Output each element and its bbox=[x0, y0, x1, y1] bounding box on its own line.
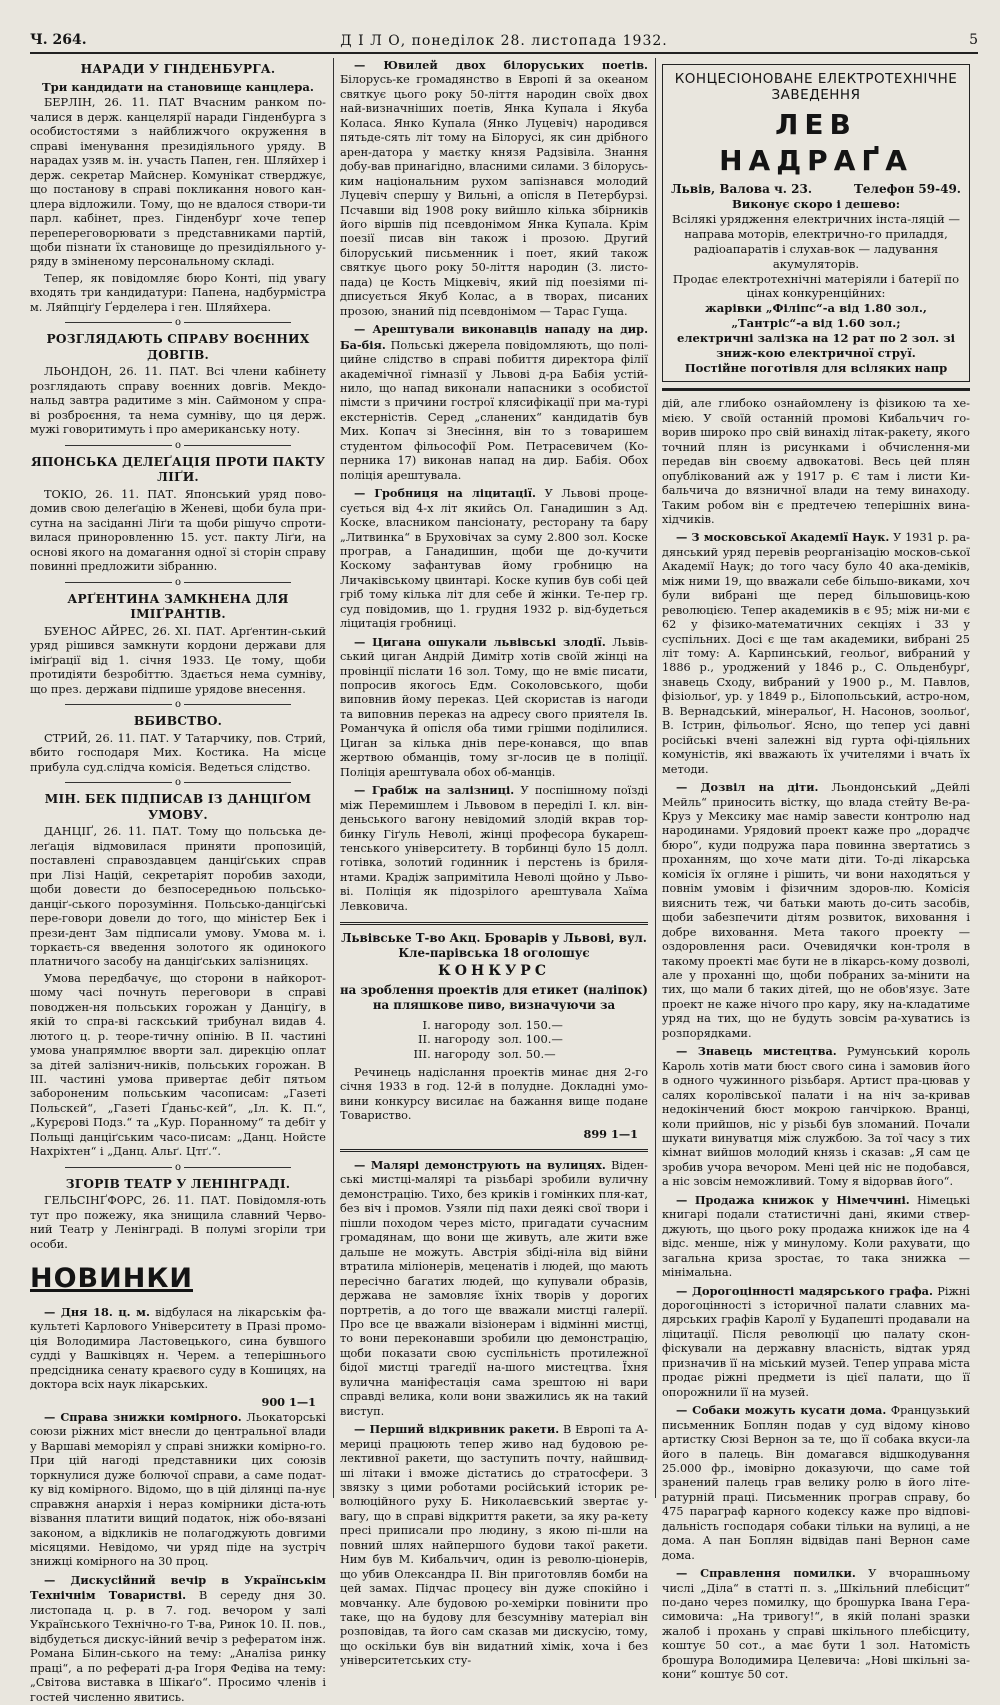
separator: o bbox=[30, 778, 326, 788]
news-item: — Справа знижки комірного. Льокаторські союзи ріжних міст внесли до центральної влади у Варшаві меморіял у справі знижки комірно-го. При цій нагоді представники цих союзів торкнулися дуже болючої справи, а саме подат-ку від комірного. Відомо, що в цій ділянці па-нує справжня анархія і нераз комірники діста-ють візвання платити вищий податок, ніж обо-вязані законом, а відкликів не полагоджують довгими місяцями. Невідомо, чи уряд піде на зустріч знижці комірного на 30 проц. bbox=[30, 1409, 327, 1569]
news-item: — Справлення помилки. У вчорашньому числі „Діла“ в статті п. з. „Шкільний плебісцит“ по-дано через помилку, що брошурка Івана Гера-симовича: „На тривогу!“, в якій полані зразки жалоб і прохань у справі шкільного плебісциту, коштує 50 сот., а має бути 1 зол. Натомість брошура Володимира Целевича: „Нові шкільні за-кони“ коштує 50 сот. bbox=[662, 1566, 970, 1682]
article-paragraph: ГЕЛЬСІНҐФОРС, 26. 11. ПАТ. Повідомля-ють тут про пожежу, яка знищила славний Черво-ний Театр у Ленінграді. В полумі згоріли три особи. bbox=[30, 1194, 326, 1251]
ad-line: жарівки „Філіпс“-а від 1.80 зол., „Тантріс“-а від 1.60 зол.; bbox=[705, 301, 927, 331]
ad-firm-name: ЛЕВ НАДРАҐА bbox=[719, 108, 913, 178]
separator: o bbox=[30, 700, 326, 710]
article-subtitle: Три кандидати на становище канцлера. bbox=[42, 79, 314, 94]
page-header bbox=[30, 30, 978, 54]
section-title-novinky: НОВИНКИ bbox=[30, 1263, 193, 1295]
news-item: — Малярі демонструють на вулицях. Віден-ські мистці-малярі та різьбарі зробили вуличну демонстрацію. Тихо, без криків і гомінких пля-кат, без віч і промов. Узяли під пахи деякі свої твори і пішли походом через місто, пригадати сучасним громадянам, що вони ще живуть, але жити вже дальше не можуть. Австрія збіді-ніла від війни втратила міліонерів, меценатів і людей, що мають пересічно багатих людей, що купували образів, держава не замовляє їхніх творів у дорогих портретів, а до того ще вважали мистці галерії. Про все це вважали візіонерам і відмінні мистці, то вони переконавши зробили цю демонстрацію, щоби показати свою суспільність протилежної бідої мистці трагедії на-шого мистецтва. Їхня вулична маніфестація сама зрештою ні вари справді велика, коли вони зважились як на такий виступ. bbox=[340, 1157, 648, 1418]
column-1 bbox=[30, 58, 327, 1704]
article-war-debts bbox=[30, 332, 326, 437]
article-paragraph: ДАНЦІҐ, 26. 11. ПАТ. Тому що польська де-леґація відмовилася приняти пропозицій, поставлені справоздавцем данціґських справ при Лізі Націй, секретаріят поробив заходи, щоби довести до безпосередньою польсько-данціґ-ського порозуміння. Польсько-данціґські пере-говори довели до того, що міністер Бек і прези-дент Зам підписали умову. Умова м. і. торкаєть-ся введення золотого як одинокого платничого засобу на данціґських залізницях. bbox=[30, 825, 326, 969]
ad-line: Всілякі урядження електричних інста-ляцій — направа моторів, електрично-го приладдя, радіоапаратів і слухав-вок — ладування акумуляторів. bbox=[672, 212, 960, 271]
prize-value: зол. 150.— bbox=[498, 1017, 563, 1032]
prize-label: II. нагороду bbox=[418, 1032, 490, 1047]
double-rule bbox=[340, 1149, 648, 1152]
article-title: ВБИВСТВО. bbox=[133, 714, 223, 729]
ad-address-row bbox=[671, 182, 961, 197]
article-hindenburg bbox=[30, 62, 326, 315]
news-item: — Дозвіл на діти. Льондонський „Дейлі Мейль“ приносить вістку, що влада стейту Ве-ра-Круз у Мексику має намір завести контролю над народинами. Урядовий проект каже про „дорадчє бюро“, куди подружа пара повинна звертатись з проханням, що хоче мати діти. То-ді лікарська комісія їх огляне і рішить, чи вони находяться у повнім умовім і фізичним здоров-лю. Комісія вияснить теж, чи батьки мають до-сить засобів, щоби забезпечити дітям розвиток, виховання і добре виховання. Мета такого проекту — оздоровлення раси. Очевидячки кон-троля в такому проекті має бути не в лікарсь-кому дозволі, але у проханні що, щоби побраних за-мінити на тих, що мали б таких дітей, що не обов'язує. Зате проект не каже нічого про кару, яку на-кладатиме уряд на тих, що не будуть зовсім ра-хуватись із розпорядками. bbox=[662, 780, 971, 1040]
news-continuation: дій, але глибоко ознайомлену із фізикою та хе-мією. У своїй останній промові Кибальчич го-ворив широко про свій винахід літак-ракету, якого точний плян із рисунками і обчислення-ми передав він своєму адвокатові. Весь цей плян опублікований аж у 1917 р. Є там і листи Ки-бальчича до вязничної влади на тему винаходу. Таким робом він є предтечею теперішніх вина-хідчиків. bbox=[662, 397, 970, 526]
ad-code: 899 1—1 bbox=[583, 1126, 638, 1141]
article-title: РОЗГЛЯДАЮТЬ СПРАВУ ВОЄННИХ ДОВГІВ. bbox=[46, 332, 310, 362]
news-item: — Цигана ошукали львівські злодії. Львів-ський циган Андрій Димітр хотів своїй жінці на провінції післати 16 зол. Тому, що не вміє писати, попросив якогось Едм. Соколовського, щоби виповнив йому переказ. Цей скористав із нагоди та виповнив переказ на адресу свого приятеля Ів. Романчука й опісля оба тими грішми поділилися. Циган за кілька днів пере-конався, що впав жертвою обманців, тому зг-лосив це в поліції. Поліція арештувала обох об-манців. bbox=[340, 634, 648, 779]
column-rule-2 bbox=[655, 58, 656, 1498]
article-title: АРҐЕНТИНА ЗАМКНЕНА ДЛЯ ІМІҐРАНТІВ. bbox=[67, 591, 289, 622]
article-paragraph: ТОКІО, 26. 11. ПАТ. Японський уряд пово-домив свою делеґацію в Женеві, щоби була при-сутна на засіданні Ліґи та щоби рішучо спроти-вилася приноровленню 15. уст. пакту Ліґи, на основі якого на домагання одної зі сторін справу повинні предложити зібранню. bbox=[30, 487, 326, 574]
ad-line: Виконує скоро і дешево: bbox=[732, 197, 900, 212]
prize-value: зол. 100.— bbox=[498, 1032, 563, 1047]
article-paragraph: БУЕНОС АЙРЕС, 26. ХІ. ПАТ. Арґентин-ський уряд рішився замкнути кордони держави для іміґрації від 1. січня 1933. Це тому, щоби протидіяти безробіттю. Здається нема сумніву, що през. держави підпише урядове внесення. bbox=[30, 624, 326, 696]
prize-label: I. нагороду bbox=[422, 1017, 490, 1032]
ad-address: Львів, Валова ч. 23. bbox=[671, 182, 813, 197]
ad-line: Продає електротехнічні матеріяли і батерії по цінах конкуренційних: bbox=[672, 271, 960, 301]
news-item: — Гробниця на ліцитації. У Львові проце-сується від 4-х літ якийсь Ол. Ганадишин з Ад. Коске, власником пансіонату, ресторану та бару „Литвинка“ в Бруховічах за суму 2.800 зол. Коске програв, а Ганадишин, щоби ще до-кучити Коскому зафантував йому гробницю на Личаківському цвинтарі. Коске купив був собі цей гріб тому кілька літ для себе й жінки. Те-пер гр. суд повідомив, що 1. грудня 1932 р. від-будеться ліцитація гробниці. bbox=[340, 486, 648, 631]
article-title: МІН. БЕК ПІДПИСАВ ІЗ ДАНЦІҐОМ УМОВУ. bbox=[44, 792, 312, 822]
news-item: — З московської Академії Наук. У 1931 р. ра-дянський уряд перевів реорганізацію москов-ської Академії Наук; до того часу було 40 ака-деміків, між ними 19, що вважали себе більшо-виками, хоч були вибрані ще перед більшовиць-кою революцією. Тепер академиків в є 95; між ни-ми є 62 у фізико-математичних секціях і 33 у суспільних. Досі є ще там академики, вибрані 25 літ тому: А. Карпинський, геольоґ, вибраний у 1886 р., уроджений у 1846 р., С. Ольденбурґ, знавець Сходу, вибраний у 1900 р., М. Павлов, фізіольоґ, ур. у 1849 р., Білопольський, астро-ном, В. Вернадський, мінеральоґ, Н. Насонов, зоольоґ, В. Істрин, фільольоґ. Ясно, що тепер усі давні російські вчені залежні від гурта офі-ціяльних комуністів, які вважають їх учителями і вчать їх методи. bbox=[662, 530, 970, 776]
news-item: — Дня 18. ц. м. відбулася на лікарськім фа-культеті Карлового Університету в Празі промо-ція Володимира Ластовецького, сина бувшого судді у Вашківцях н. Черем. а теперішнього предсідника сенату краєвого суду в Кошицях, на доктора всіх наук лікарських. bbox=[30, 1304, 326, 1391]
prize-label: III. нагороду bbox=[413, 1047, 490, 1061]
article-title: ЗГОРІВ ТЕАТР У ЛЕНІНГРАДІ. bbox=[65, 1176, 291, 1191]
ad-phone: Телефон 59-49. bbox=[853, 182, 961, 197]
article-danzig bbox=[30, 792, 326, 1160]
ad-heading: Львівське Т-во Акц. Броварів у Львові, вул. Кле-парівська 18 оголошує bbox=[341, 931, 647, 961]
prize-list bbox=[366, 1018, 622, 1062]
thick-rule bbox=[662, 388, 970, 391]
news-item: — Грабіж на залізниці. У поспішному поїзді між Перемишлем і Львовом в переділі І. кл. він-деньського вагону невідомий злодій вкрав тор-бинку Гіґуль Неволі, жінці професора букареш-тенського університету. В торбинці було 15 долл. готівка, золотий годинник і перстень із бриля-нтами. Крадіж запримітила Неволі щойно у Льво-ві. Поліція як підозрілого арештувала Хаїма Левковича. bbox=[340, 783, 648, 913]
news-item: — Арештували виконавців нападу на дир. Ба-бія. Польські джерела повідомляють, що полі-цийне слідство в справі побиття директора філії академічної гімназії у Львові д-ра Бабія устій-нило, що напад виконали напасники з особистої пімсти з причини гострої кляcифікації при ма-турі екстерністів. Серед „сланених“ кандидатів був Мих. Копач зі Знесіння, він то з товаришем студентом фільософії Ром. Петрасевичем (Ко-перника 17) виконав напад на дир. Бабія. Обох поліція арештувала. bbox=[340, 322, 648, 482]
separator: o bbox=[30, 318, 326, 328]
news-item: — Собаки можуть кусати дома. Французький письменник Боплян подав у суд відому кіново артистку Сюзі Вернон за те, що її собака вкуси-ла його в палець. Він домагався відшкодування 25.000 фр., імовірно доказуючи, що саме той зранений палець грав велику ролю в його літе-ратурній праці. Письменник програв справу, бо 475 параграф карного кодексу каже про відпові-дальність господаря собаки тільки на вулиці, а не дома. А пан Боплян відвідав пані Вернон саме дома. bbox=[662, 1403, 971, 1562]
news-item: — Продажа книжок у Німеччині. Німецькі книгарі подали статистичні дані, якими ствер-джують, що цього року продажа книжок іде на 4 відс. менше, ніж у минулому. Коли рахувати, що загальна криза зростає, то така знижка — мінімальна. bbox=[662, 1192, 970, 1280]
masthead-title: Д І Л О, понеділок 28. листопада 1932. bbox=[340, 33, 668, 49]
ad-konkurs-title: КОНКУРС bbox=[438, 963, 550, 980]
article-paragraph: ЛЬОНДОН, 26. 11. ПАТ. Всі члени кабінету розглядають справу воєнних довгів. Мекдо-нальд завтра радитиме з мін. Саймоном у спра-ві розброєння, та нема сумніву, що ця держ. мужі говоритимуть і про американську ноту. bbox=[30, 365, 326, 437]
ad-subtitle: на зроблення проектів для етикет (наліпок) на пляшкове пиво, визначуючи за bbox=[340, 983, 648, 1013]
news-item: — Дискусійний вечір в Українськім Технічнім Товаристві. В середу дня 30. листопада ц. р. в 7. год. вечором у залі Українського Технічно-го Т-ва, Ринок 10. II. пов., відбудеться дискус-ійний вечір з рефератом інж. Романа Білин-ського на тему: „Аналіза ринку праці“, а по рефераті д-ра Ігоря Федіва на тему: „Світова виставка в Шікаґо“. Просимо членів і гостей численно явитись. bbox=[30, 1572, 326, 1704]
ad-line: електричні залізка на 12 рат по 2 зол. зі зниж-кою електричної струї. bbox=[677, 330, 955, 360]
column-3 bbox=[662, 58, 971, 1682]
issue-number: Ч. 264. bbox=[30, 32, 87, 48]
prize-value: зол. 50.— bbox=[498, 1047, 556, 1061]
news-item: — Дорогоцінності мадярського графа. Ріжні дорогоцінності з історичної палати славних ма-дярських графів Каролї у Будапешті продавали на ліцитації. Після революції цю палату скон-фіскували на державну власність, відтак уряд призначив її на міський музей. Тепер управа міста продає ріжні предмети із цієї палати, що її опорожнили її на музей. bbox=[662, 1283, 970, 1399]
separator: o bbox=[30, 578, 326, 588]
news-item: — Ювилей двох білоруських поетів. Білорусь-ке громадянство в Европі й за океаном святкує цього року 50-ліття народин своїх двох най-визначніших поетів, Янка Купала і Якуба Коласа. Янко Купала (Янко Луцевіч) народився пятьде-сять літ тому на Білорусі, як син дрібного арен-датора у маєтку князя Радзівіла. Знання добу-вав принагідно, власними силами. З білорусь-ким національним рухом запізнався молодий Луцевіч спершу у Вильні, а опісля в Петербурзі. Псчавши від 1908 року вийшло кілька збірників його віршів під псевдонімом Янка Купала. Крім поезії писав він також і прозою. Другий білоруський письменник і поет, який також святкує цього року 50-ліття народин (3. листо-пада) це Кость Міцкевіч, який під поезіями пі-дписується Якуб Колас, а в творах, писаних прозою, знаний під псевдонімом — Тарас Гуща. bbox=[340, 58, 648, 318]
article-theatre bbox=[30, 1177, 326, 1252]
article-paragraph: Умова передбачує, що сторони в найкорот-шому часі почнуть переговори в справі поводжен-ня польських горожан у Данціґу, в якій то спра-ві гаскський трибунал видав 4. лютого ц. р. теоре-тичну опінію. В II. частині умова унапрямлює вворти зал. дирекцію оплат за дітей залізнич-ників, польських горожан. В III. частині умова привертає дебіт пятьом забороненим польським часописам: „Газеті Польскєй“, „Газеті Ґданьс-кєй“, „Іл. К. П.“, „Курєрові Подз.“ та „Кур. Поранному“ та дебіт у Польщі данціґським часо-писам: „Данц. Нойсте Нахріхтен“ і „Данц. Альґ. Цтґ.“. bbox=[30, 971, 326, 1159]
ad-code: 900 1—1 bbox=[261, 1395, 316, 1410]
article-argentina bbox=[30, 592, 326, 697]
separator: o bbox=[30, 1163, 326, 1173]
brewery-contest-ad bbox=[340, 931, 648, 1141]
article-murder bbox=[30, 714, 326, 775]
column-rule-1 bbox=[333, 58, 334, 1498]
separator: o bbox=[30, 441, 326, 451]
ad-firm-type: КОНЦЕСІОНОВАНЕ ЕЛЕКТРОТЕХНІЧНЕ ЗАВЕДЕННЯ bbox=[674, 71, 958, 104]
article-paragraph: Тепер, як повідомляє бюро Конті, під увагу входять три кандидатури: Папена, надбурмістра м. Ляйпціґу Ґерделера і ген. Шляйхера. bbox=[30, 271, 326, 314]
news-item: — Перший відкривник ракети. В Европі та А-мериці працюють тепер живо над будовою ре-лективної ракети, що заступить почту, найшвид-ші літаки і вможе дістатись до стратосфери. З звязку з цими роботами російський історик ре-волюційного руху Б. Николаєвський звертає у-вагу, що в справі відкриття ракети, за яку ра-кету пресі приписали про людину, з якою пі-шли на повний шлях найпершого будови такої ракети. Ним був М. Кибальчич, один із револю-ціонерів, що убив Олександра II. Він приготовляв бомби на цей замах. Підчас процесу він дуже спокійно і мовчанку. Але будовою ро-хемірки повінити про таке, що на будову для безсумніву матеріал він розповідав, та його сам сказав ми дискусію, тому, що оскільки був він видатний хімік, хоча і без університетських сту- bbox=[340, 1422, 649, 1668]
ad-body bbox=[671, 197, 961, 375]
article-paragraph: БЕРЛІН, 26. 11. ПАТ Вчасним ранком по-чалися в держ. канцелярії наради Гінденбурга з особистостями з найближчого окруження в справі іменування президіяльного уряду. В нарадах узяв м. ін. участь Папен, ген. Шляйхер і держ. секретар Майснер. Комунікат стверджує, що постанову в справі покликання нового кан-цлера відложили. Тому, що не вдалося створи-ти парл. кабінет, през. Гінденбурґ хоче тепер перепереговорювати з представниками партій, щоби пізнати їх становище до президіяльного у-ряду в зміненому персональному складі. bbox=[30, 96, 326, 269]
article-title: НАРАДИ У ГІНДЕНБУРГА. bbox=[80, 62, 276, 76]
double-rule bbox=[340, 922, 648, 925]
page-number: 5 bbox=[969, 32, 978, 48]
news-item: — Знавець мистецтва. Румунський король Кароль хотів мати бюст свого сина і замовив його в одного чужинного різьбаря. Артист пра-цював у салях королівської палати і на ніч за-кривав недокінчений бюст мокрою ганчіркою. Вранці, коли прийшов, ніс у різьбі був зломаний. Почали шукати винуватця між службою. За тої часу з тих кімнат вийшов молодий князь і сказав: „Я сам це зробив учора вечором. Мені цей ніс не подобався, а ніс зовсім неможливий. Тому я відорвав його“. bbox=[662, 1044, 970, 1189]
article-japan bbox=[30, 455, 326, 575]
article-paragraph: СТРИЙ, 26. 11. ПАТ. У Татарчику, пов. Стрий, вбито господаря Мих. Костика. На місце прибула суд.слідча комісія. Ведеться слідство. bbox=[30, 731, 326, 774]
news-list bbox=[30, 1305, 326, 1705]
ad-line: Постійне поготівля для всіляких напр bbox=[684, 360, 948, 375]
article-title: ЯПОНСЬКА ДЕЛЕҐАЦІЯ ПРОТИ ПАКТУ ЛІҐИ. bbox=[30, 454, 326, 485]
column-2 bbox=[340, 58, 649, 1668]
electro-shop-ad bbox=[662, 64, 970, 382]
ad-body: Речинець надіслання проектів минає дня 2-го січня 1933 в год. 12-й в полудне. Докладні умо-вини конкурсу висилає на бажання вище подане Товариство. bbox=[340, 1065, 648, 1123]
